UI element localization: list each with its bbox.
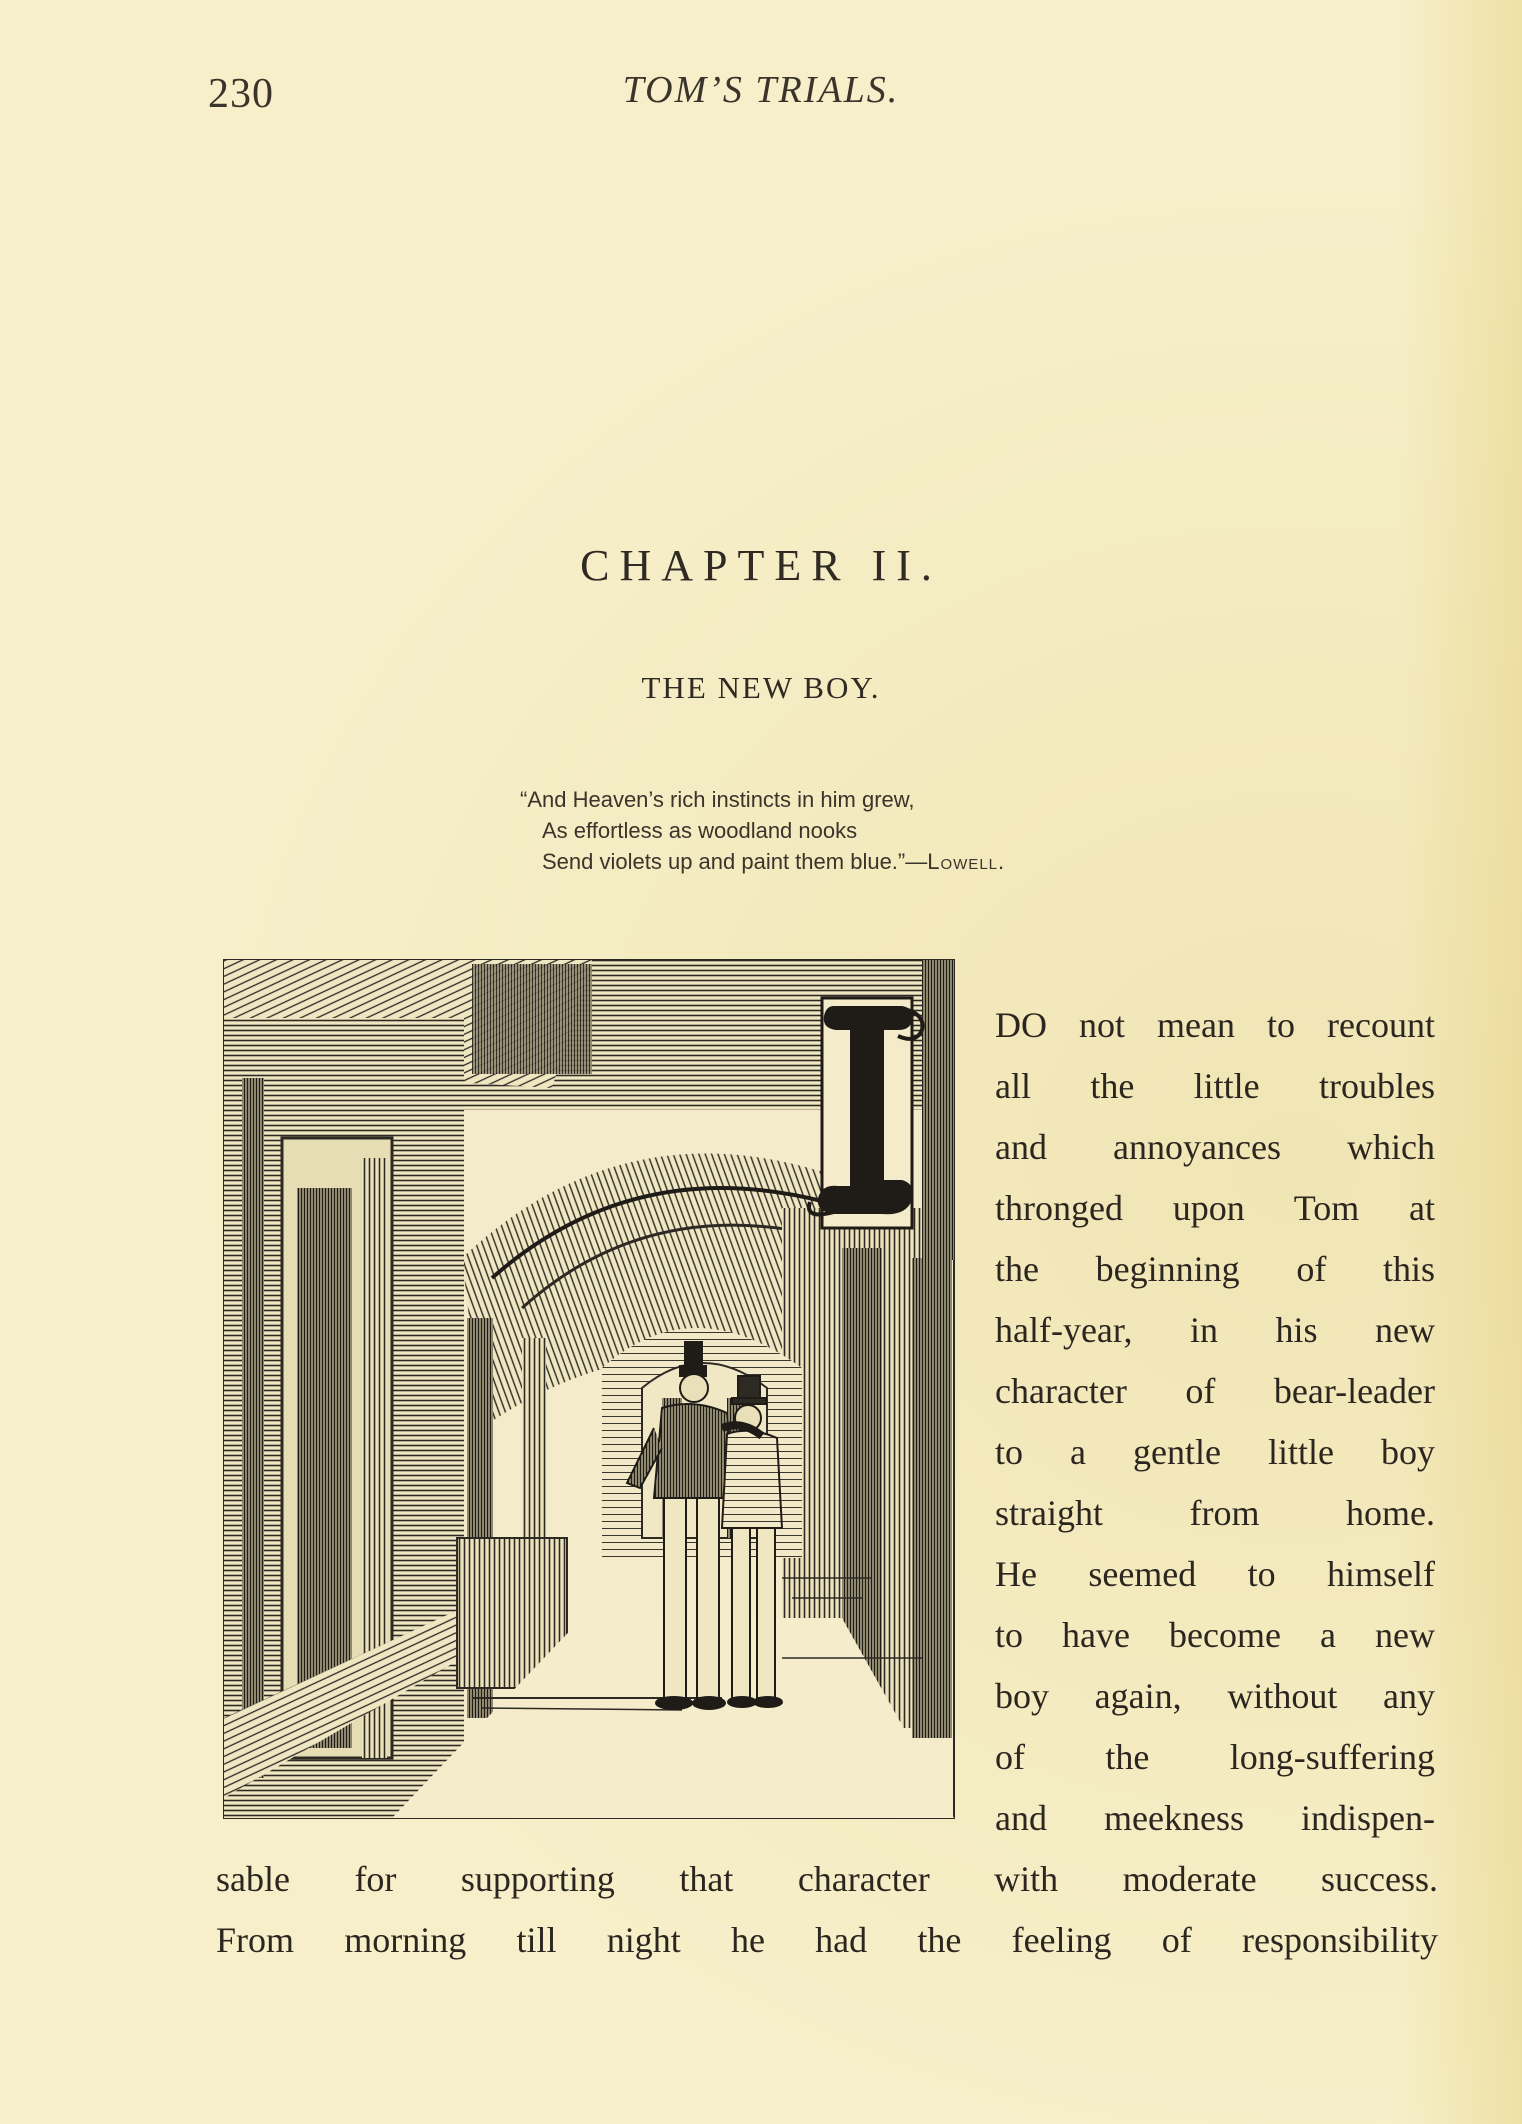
- running-title: TOM’S TRIALS.: [622, 69, 900, 111]
- body-line: and annoyances which: [995, 1127, 1435, 1167]
- chapter-subtitle: THE NEW BOY.: [641, 670, 881, 705]
- epigraph: [520, 784, 1240, 877]
- body-line: to have become a new: [995, 1615, 1435, 1655]
- body-line: all the little troubles: [995, 1066, 1435, 1106]
- body-line: From morning till night he had the feeling of responsibility: [216, 1920, 1438, 1960]
- body-line: and meekness indispen-: [995, 1798, 1435, 1838]
- body-line: the beginning of this: [995, 1249, 1435, 1289]
- drop-cap-ornament: [809, 998, 923, 1228]
- epigraph-line: “And Heaven’s rich instincts in him grew,: [520, 787, 915, 812]
- engraving-cloister-two-boys-icon: [222, 958, 958, 1820]
- chapter-title: CHAPTER II.: [580, 541, 942, 590]
- body-line: to a gentle little boy: [995, 1432, 1435, 1472]
- body-line: DO not mean to recount: [995, 1005, 1435, 1045]
- body-line: of the long-suffering: [995, 1737, 1435, 1777]
- body-line: boy again, without any: [995, 1676, 1435, 1716]
- epigraph-line: As effortless as woodland nooks: [542, 818, 858, 843]
- body-line: sable for supporting that character with moderate success.: [216, 1859, 1438, 1899]
- epigraph-line: [520, 846, 1240, 877]
- body-line: character of bear-leader: [995, 1371, 1435, 1411]
- page-number: 230: [208, 71, 274, 117]
- chapter-illustration: [222, 958, 958, 1820]
- epigraph-line-text: Send violets up and paint them blue.”—: [542, 849, 928, 874]
- body-line: half-year, in his new: [995, 1310, 1435, 1350]
- body-line: He seemed to himself: [995, 1554, 1435, 1594]
- body-line: straight from home.: [995, 1493, 1435, 1533]
- epigraph-author: Lowell.: [927, 849, 1006, 874]
- body-line: thronged upon Tom at: [995, 1188, 1435, 1228]
